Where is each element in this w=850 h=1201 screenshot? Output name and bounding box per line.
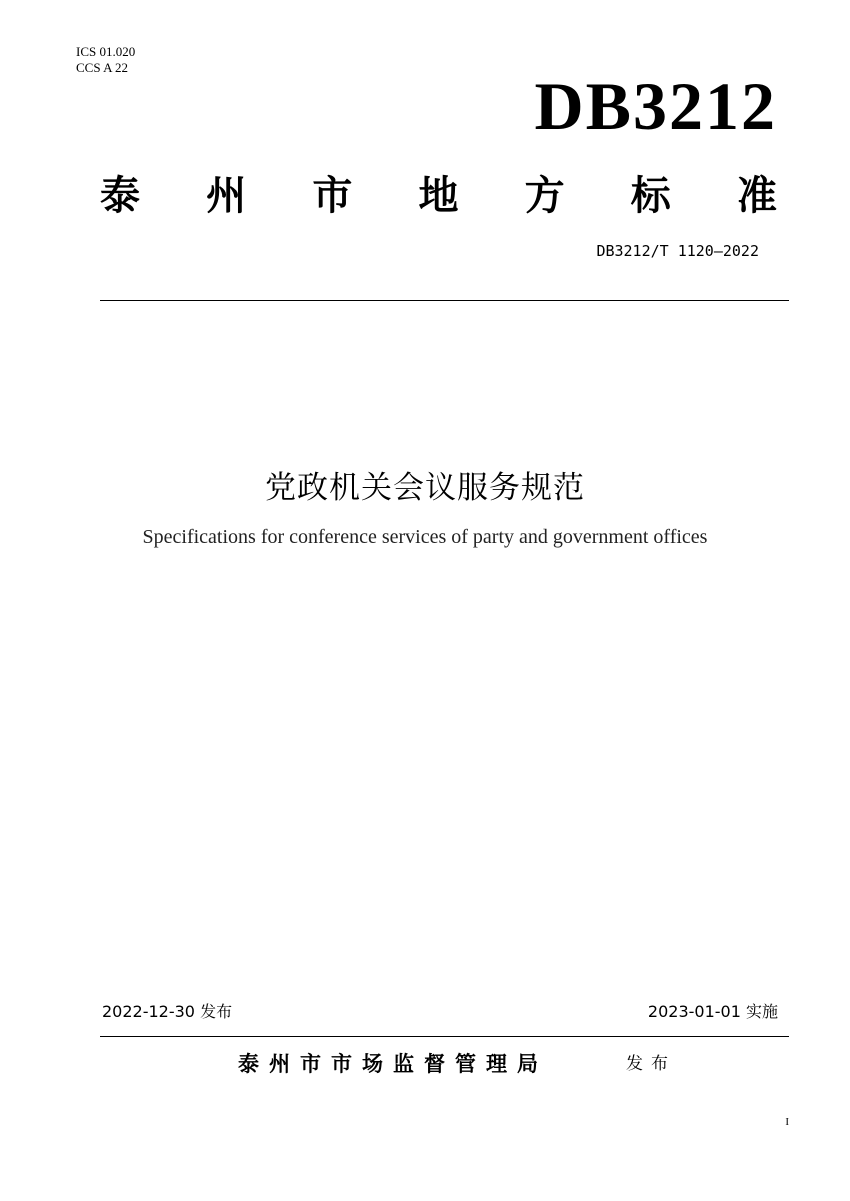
standard-type-char: 地: [418, 172, 459, 219]
standard-number: DB3212/T 1120—2022: [596, 242, 759, 260]
classification-codes: [76, 44, 135, 76]
issue-date: 2022-12-30 发布: [102, 1002, 233, 1021]
standard-type-title: [100, 172, 777, 220]
page-number: I: [785, 1116, 789, 1128]
standard-type-char: 市: [312, 172, 353, 219]
standard-type-char: 准: [736, 172, 777, 219]
issuing-authority: 泰州市市场监督管理局: [238, 1051, 548, 1076]
document-title-english: Specifications for conference services of party and government offices: [142, 526, 708, 548]
issue-action: 发布: [626, 1054, 676, 1074]
standard-type-char: 泰: [100, 172, 140, 219]
standard-code: DB3212: [534, 68, 777, 144]
standard-type-char: 州: [206, 172, 247, 219]
ccs-code: CCS A 22: [76, 60, 129, 75]
bottom-divider: [100, 1036, 789, 1037]
document-title-chinese: 党政机关会议服务规范: [265, 470, 585, 506]
top-divider: [100, 300, 789, 301]
implementation-date: 2023-01-01 实施: [647, 1002, 778, 1021]
standard-type-char: 标: [630, 172, 671, 219]
ics-code: ICS 01.020: [76, 44, 136, 59]
standard-type-char: 方: [524, 172, 565, 219]
